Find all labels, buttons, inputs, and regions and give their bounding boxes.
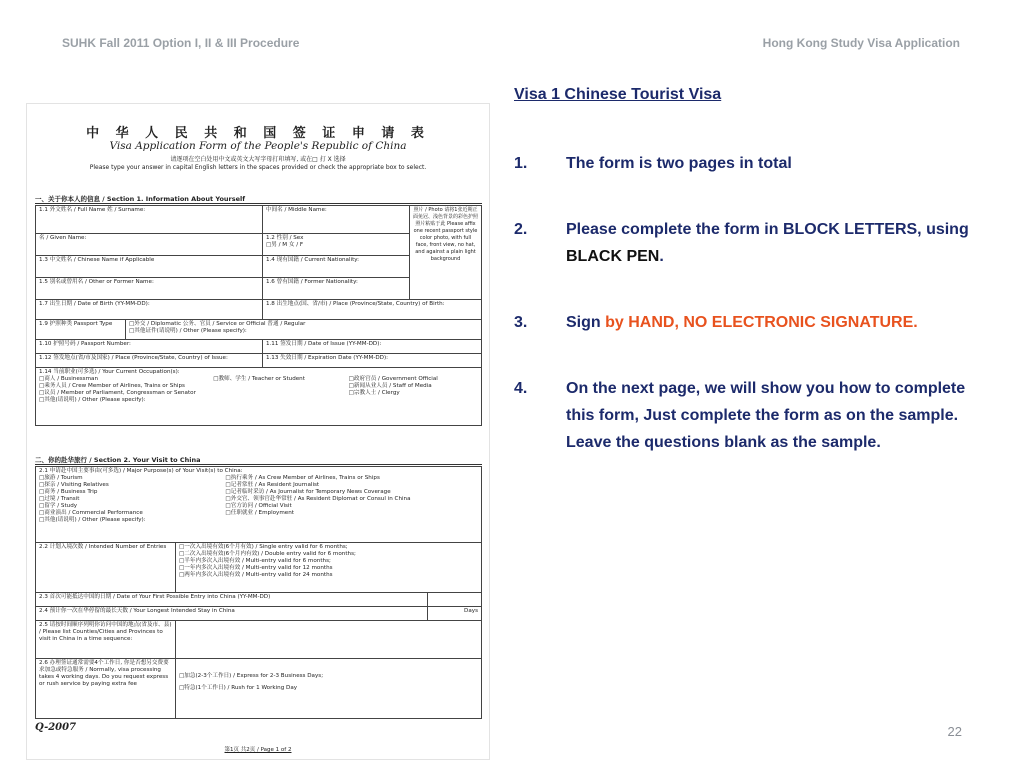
form-title-english: Visa Application Form of the People's Republic of China [109, 140, 407, 152]
occupation-option: □ 商人 / Businessman [39, 376, 207, 383]
processing-option: □ 加急(2-3个工作日) / Express for 2-3 Business Days; [179, 673, 478, 680]
purpose-label: 2.1 申请赴中国主要事由(可多选) / Major Purpose(s) of Your Visit(s) to China: [39, 468, 243, 474]
field-longest-stay-days: Days [428, 607, 482, 621]
passport-options-line-2: □ 其他证件(请说明) / Other (Please specify): [129, 328, 247, 334]
form-instructions-cn: 请逐项在空白处用中文或英文大写字母打印填写, 或在□ 打 X 选择 [170, 156, 346, 163]
field-sex-options: □ 男 / M 女 / F [266, 242, 303, 248]
purpose-option: □ 外交官、领事官赴华常驻 / As Resident Diplomat or Consul in China [225, 496, 478, 503]
slide-heading: Visa 1 Chinese Tourist Visa [514, 86, 722, 103]
instruction-text: Sign [566, 314, 606, 331]
instruction-list [514, 150, 994, 495]
field-passport-options [126, 320, 482, 340]
occupation-option: □ 新闻从业人员 / Staff of Media [349, 383, 478, 390]
form-section-2-table [35, 466, 482, 719]
purpose-option: □ 探亲 / Visiting Relatives [39, 482, 219, 489]
field-middle-name: 中间名 / Middle Name: [262, 206, 409, 234]
field-chinese-name: 1.3 中文姓名 / Chinese Name if Applicable [36, 256, 263, 278]
form-instructions-en: Please type your answer in capital English letters in the spaces provided or check the appropriate box to select. [89, 164, 427, 171]
form-section-1-table [35, 205, 482, 426]
field-other-name: 1.5 别名或曾用名 / Other or Former Name: [36, 278, 263, 300]
instruction-item [514, 150, 994, 177]
purpose-option: □ 官方访问 / Official Visit [225, 503, 478, 510]
form-title-chinese: 中 华 人 民 共 和 国 签 证 申 请 表 [86, 126, 430, 141]
instruction-text: On the next page, we will show you how to complete this form, Just complete the form as on the sample. Leave the questions blank as the sample. [566, 380, 966, 451]
occupation-option: □ 其他(请说明) / Other (Please specify): [39, 397, 207, 404]
field-issue-date: 1.11 签发日期 / Date of Issue (YY-MM-DD): [262, 340, 481, 354]
instruction-number: 2. [514, 221, 528, 238]
entries-option: □ 半年内多次入出境有效 / Multi-entry valid for 6 months; [179, 558, 478, 565]
instruction-number: 4. [514, 380, 528, 397]
instruction-emphasis: BLACK PEN [566, 248, 660, 265]
instruction-number: 3. [514, 314, 528, 331]
purpose-option: □ 任职就业 / Employment [225, 510, 478, 517]
field-longest-stay: 2.4 预计你一次在华停留的最长天数 / Your Longest Intended Stay in China [36, 607, 428, 621]
field-place-of-birth: 1.8 出生地点(国、省/市) / Place (Province/State, Country) of Birth: [262, 300, 481, 320]
field-expiration-date: 1.13 失效日期 / Expiration Date (YY-MM-DD): [262, 354, 481, 368]
field-processing: 2.6 办理签证通常需要4个工作日, 你是否想另交费要求加急或特急服务 / Normally, visa processing takes 4 working days. Do you request express or rush service by paying extra fee [36, 659, 176, 719]
header-course-title: SUHK Fall 2011 Option I, II & III Procedure [62, 36, 300, 50]
form-instructions [87, 156, 429, 172]
entries-option: □ 一次入出境有效(6个月有效) / Single entry valid for 6 months; [179, 544, 478, 551]
field-first-entry-value [428, 593, 482, 607]
purpose-option: □ 执行乘务 / As Crew Member of Airlines, Trains or Ships [225, 475, 478, 482]
field-given-name: 名 / Given Name: [36, 234, 263, 256]
field-sex [262, 234, 409, 256]
field-first-entry-date: 2.3 首次可能抵达中国的日期 / Date of Your First Possible Entry into China (YY-MM-DD) [36, 593, 428, 607]
field-entries-options [176, 543, 482, 593]
field-entries: 2.2 计划入境次数 / Intended Number of Entries [36, 543, 176, 593]
field-occupation [36, 368, 482, 426]
form-section-2-header: 二、你的赴华旅行 / Section 2. Your Visit to China [35, 455, 482, 465]
field-former-nationality: 1.6 曾有国籍 / Former Nationality: [262, 278, 409, 300]
field-date-of-birth: 1.7 出生日期 / Date of Birth (YY-MM-DD): [36, 300, 263, 320]
purpose-option: □ 过境 / Transit [39, 496, 219, 503]
instruction-text: The form is two pages in total [566, 155, 792, 172]
form-page-indicator: 第1页 共2页 / Page 1 of 2 [224, 747, 292, 753]
occupation-option: □ 教师、学生 / Teacher or Student [213, 376, 342, 383]
instruction-item [514, 309, 994, 336]
field-passport-number: 1.10 护照号码 / Passport Number: [36, 340, 263, 354]
instruction-text-end: . [659, 248, 664, 265]
entries-option: □ 一年内多次入出境有效 / Multi-entry valid for 12 months [179, 565, 478, 572]
entries-option: □ 两年内多次入出境有效 / Multi-entry valid for 24 months [179, 572, 478, 579]
occupation-option: □ 宗教人士 / Clergy [349, 390, 478, 397]
visa-application-form-image [26, 103, 490, 760]
purpose-option: □ 记者常驻 / As Resident Journalist [225, 482, 478, 489]
field-passport-type: 1.9 护照种类 Passport Type [36, 320, 126, 340]
purpose-option: □ 留学 / Study [39, 503, 219, 510]
field-sex-label: 1.2 性别 / Sex [265, 235, 304, 241]
passport-options-line-1: □ 外交 / Diplomatic 公务、官员 / Service or Official 普通 / Regular [129, 321, 305, 327]
field-photo: 照片 / Photo 请将1张近期正面免冠、浅色背景的彩色护照照片粘贴于此 Please affix one recent passport style color photo, with full face, front view, no hat, and against a plain light background [410, 206, 482, 300]
purpose-option: □ 旅游 / Tourism [39, 475, 219, 482]
field-purpose [36, 467, 482, 543]
field-itinerary-value [176, 621, 482, 659]
form-code: Q-2007 [35, 722, 77, 733]
purpose-option: □ 记者临时采访 / As Journalist for Temporary News Coverage [225, 489, 478, 496]
instruction-item [514, 375, 994, 456]
field-surname: 1.1 外文姓名 / Full Name 姓 / Surname: [36, 206, 263, 234]
occupation-option: □ 议员 / Member of Parliament, Congressman or Senator [39, 390, 207, 397]
instruction-text: Please complete the form in BLOCK LETTERS, using [566, 221, 969, 238]
instruction-item [514, 216, 994, 270]
header-slide-topic: Hong Kong Study Visa Application [762, 36, 960, 50]
occupation-option: □ 乘务人员 / Crew Member of Airlines, Trains or Ships [39, 383, 207, 390]
occupation-option: □ 政府官员 / Government Official [349, 376, 478, 383]
processing-option: □ 特急(1个工作日) / Rush for 1 Working Day [179, 685, 478, 692]
field-issue-place: 1.12 签发地点(省/市及国家) / Place (Province/State, Country) of Issue: [36, 354, 263, 368]
form-section-1-header: 一、关于你本人的信息 / Section 1. Information About Yourself [35, 194, 482, 204]
page-number: 22 [947, 724, 962, 739]
field-itinerary: 2.5 请按时间顺序列明你访问中国的地点(省及市、县) / Please list Counties/Cities and Provinces to visit in China in a time sequence: [36, 621, 176, 659]
entries-option: □ 二次入出境有效(6个月内有效) / Double entry valid for 6 months; [179, 551, 478, 558]
field-nationality: 1.4 现有国籍 / Current Nationality: [262, 256, 409, 278]
purpose-option: □ 其他(请说明) / Other (Please specify): [39, 517, 219, 524]
instruction-emphasis-red: by HAND, NO ELECTRONIC SIGNATURE. [605, 314, 918, 331]
purpose-option: □ 商务 / Business Trip [39, 489, 219, 496]
occupation-label: 1.14 当前职业(可多选) / Your Current Occupation(s): [39, 369, 180, 375]
instruction-number: 1. [514, 155, 528, 172]
field-processing-options [176, 659, 482, 719]
purpose-option: □ 商业演出 / Commercial Performance [39, 510, 219, 517]
